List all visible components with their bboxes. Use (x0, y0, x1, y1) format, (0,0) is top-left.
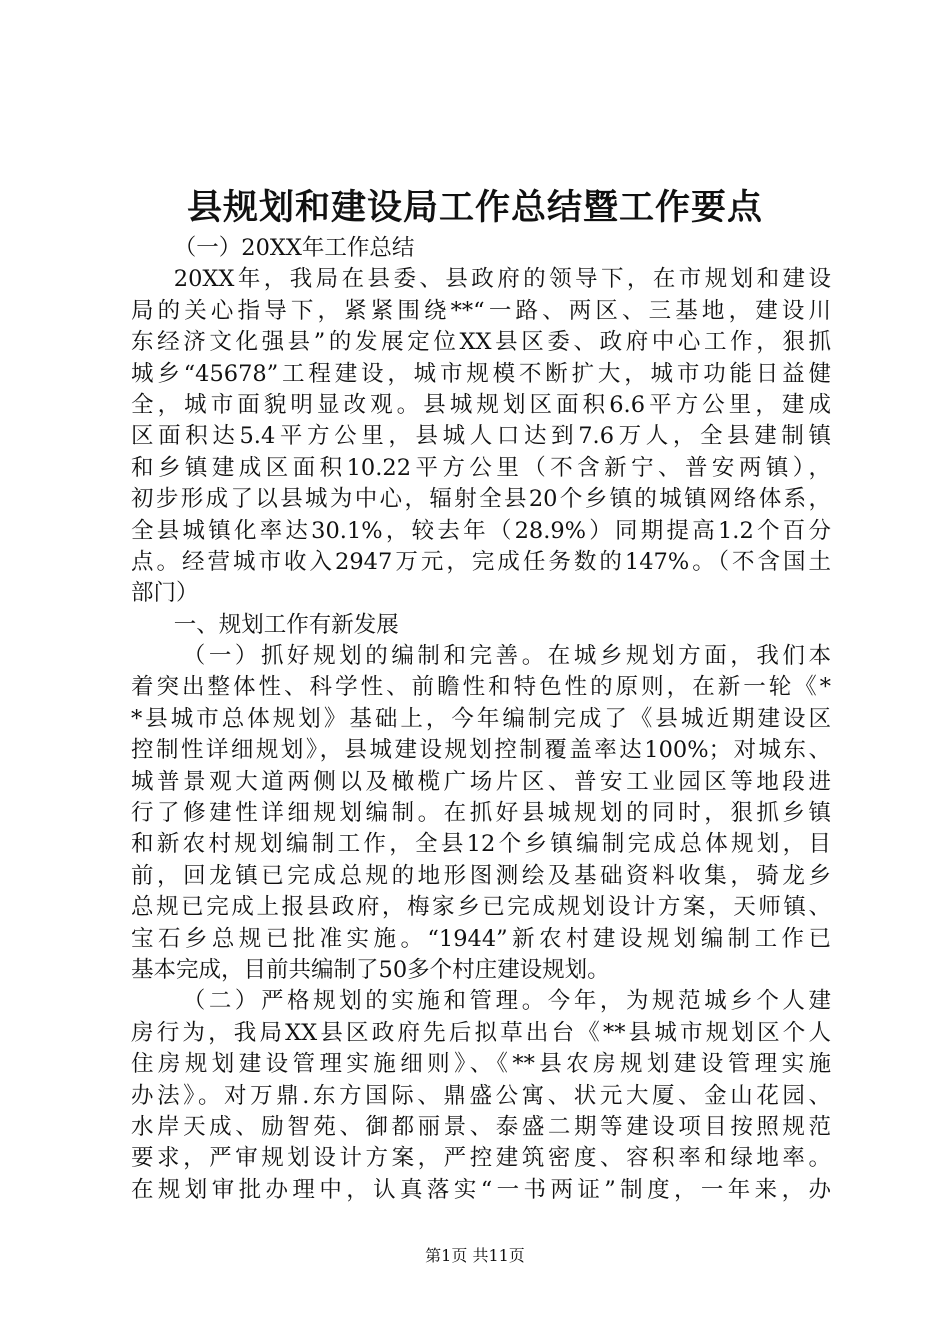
text-line: 控制性详细规划》，县城建设规划控制覆盖率达100%；对城东、 (131, 737, 831, 764)
text-line: 城普景观大道两侧以及橄榄广场片区、普安工业园区等地段进 (131, 768, 831, 795)
text-line: 着突出整体性、科学性、前瞻性和特色性的原则，在新一轮《* (131, 674, 831, 701)
page-footer: 第1页 共11页 (425, 1246, 525, 1265)
text-line: 和新农村规划编制工作，全县12个乡镇编制完成总体规划，目 (131, 831, 831, 858)
text-line: 初步形成了以县城为中心，辐射全县20个乡镇的城镇网络体系， (131, 486, 831, 513)
text-line: 城乡“45678”工程建设，城市规模不断扩大，城市功能日益健 (131, 360, 831, 387)
text-line: （二）严格规划的实施和管理。今年，为规范城乡个人建 (182, 988, 831, 1015)
text-line: 办法》。对万鼎.东方国际、鼎盛公寓、状元大厦、金山花园、 (131, 1082, 831, 1109)
text-line: （一）抓好规划的编制和完善。在城乡规划方面，我们本 (182, 643, 831, 670)
document-body (131, 233, 831, 1206)
text-line: 总规已完成上报县政府，梅家乡已完成规划设计方案，天师镇、 (131, 894, 831, 921)
text-line: 宝石乡总规已批准实施。“1944”新农村建设规划编制工作已 (131, 925, 831, 952)
text-line: 要求，严审规划设计方案，严控建筑密度、容积率和绿地率。 (131, 1145, 831, 1172)
text-line: 在规划审批办理中，认真落实“一书两证”制度，一年来，办 (131, 1176, 831, 1203)
text-line: 点。经营城市收入2947万元，完成任务数的147%。（不含国土 (131, 548, 831, 575)
text-line: 20XX年，我局在县委、县政府的领导下，在市规划和建设 (173, 266, 831, 293)
text-line: *县城市总体规划》基础上，今年编制完成了《县城近期建设区 (131, 705, 831, 732)
text-line: 房行为，我局XX县区政府先后拟草出台《**县城市规划区个人 (131, 1019, 831, 1046)
text-line: 全，城市面貌明显改观。县城规划区面积6.6平方公里，建成 (131, 391, 831, 418)
text-line: 基本完成，目前共编制了50多个村庄建设规划。 (131, 956, 610, 983)
text-line: 东经济文化强县”的发展定位XX县区委、政府中心工作，狠抓 (131, 329, 831, 356)
text-line: 水岸天成、励智苑、御都丽景、泰盛二期等建设项目按照规范 (131, 1113, 831, 1140)
text-line: 全县城镇化率达30.1%，较去年（28.9%）同期提高1.2个百分 (131, 517, 831, 544)
text-line: 和乡镇建成区面积10.22平方公里（不含新宁、普安两镇）， (131, 454, 831, 481)
text-line: 住房规划建设管理实施细则》、《**县农房规划建设管理实施 (131, 1051, 831, 1078)
text-line: 前，回龙镇已完成总规的地形图测绘及基础资料收集，骑龙乡 (131, 862, 831, 889)
text-line: 局的关心指导下，紧紧围绕**“一路、两区、三基地，建设川 (131, 297, 831, 324)
text-line: 区面积达5.4平方公里，县城人口达到7.6万人，全县建制镇 (131, 423, 831, 450)
text-line: （一）20XX年工作总结 (173, 235, 415, 261)
document-title: 县规划和建设局工作总结暨工作要点 (186, 187, 763, 228)
text-line: 一、规划工作有新发展 (173, 611, 399, 638)
text-line: 行了修建性详细规划编制。在抓好县城规划的同时，狠抓乡镇 (131, 800, 831, 827)
text-line: 部门） (131, 580, 199, 607)
